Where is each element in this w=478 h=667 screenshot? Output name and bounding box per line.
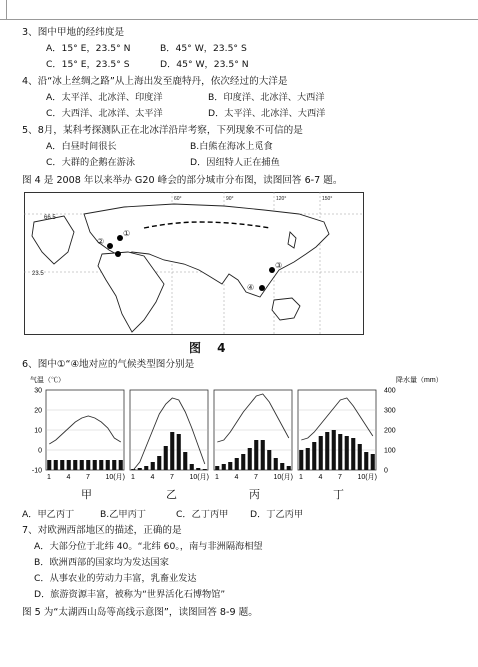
precip-bar [222,464,226,470]
month-tick-label: 4 [234,474,239,481]
q7-option-c: C．从事农业的劳动力丰富，乳畜业发达 [34,573,197,584]
precip-bar [358,444,362,470]
lon-label-90: 90° [226,196,234,202]
precip-tick-label: 200 [384,427,396,435]
precip-bar [287,466,291,470]
q6-option-a: A．甲乙丙丁 [22,509,75,520]
month-tick-label: 1 [215,474,219,481]
month-tick-label: 7 [170,474,174,481]
precip-axis-title: 降水量（mm） [396,377,443,384]
climate-chart-2 [130,390,209,481]
q4-option-b: B．印度洋、北冰洋、大西洋 [208,92,325,103]
precip-bar [144,466,148,470]
precip-bar [299,450,303,470]
precip-bar [241,454,245,470]
chart-label-bing: 丙 [249,488,260,501]
marker-3: ③ [275,261,283,270]
precip-tick-label: 100 [384,447,396,455]
precip-bar [170,432,174,470]
month-tick-label: 1 [47,474,51,481]
temp-tick-label: -10 [31,467,42,475]
q3-stem: 3、图中甲地的经纬度是 [22,27,125,38]
marker-4: ④ [247,283,255,292]
precip-tick-label: 300 [384,407,396,415]
precip-bar [73,460,77,470]
precip-bar [177,434,181,470]
q4-option-a: A．太平洋、北冰洋、印度洋 [46,92,163,103]
marker-1: ① [123,229,131,238]
climate-chart-4 [298,390,377,481]
q7-stem: 7、对欧洲西部地区的描述，正确的是 [22,525,182,536]
precip-bar [332,430,336,470]
precip-bar [351,438,355,470]
q7-option-a: A．大部分位于北纬 40。“北纬 60。，南与非洲隔海相望 [34,541,263,552]
precip-bar [280,463,284,470]
precip-bar [138,468,142,470]
temp-tick-label: 10 [34,427,42,435]
precip-tick-label: 0 [384,467,388,475]
q4-option-c: C．大西洋、北冰洋、太平洋 [46,108,163,119]
precip-bar [164,446,168,470]
figure4-caption: 图 4 [189,341,232,355]
precip-bar [325,432,329,470]
q5-option-c: C．大群的企鹅在游泳 [46,157,136,168]
lat-label-tropic: 23.5 [32,271,44,277]
q4-stem: 4、沿“冰上丝绸之路”从上海出发至鹿特丹，依次经过的大洋是 [22,76,288,87]
precip-bar [80,460,84,470]
q3-option-b: B．45° W，23.5° S [160,43,247,54]
temp-tick-label: 20 [34,407,42,415]
precip-bar [254,440,258,470]
precip-bar [228,462,232,470]
precip-bar [119,460,123,470]
climate-chart-1 [46,390,125,481]
precip-bar [306,448,310,470]
q6-option-d: D．丁乙丙甲 [250,509,304,520]
q6-option-c: C．乙丁丙甲 [176,509,229,520]
precip-bar [196,468,200,470]
climate-charts [0,372,478,507]
precip-bar [106,460,110,470]
precip-bar [235,458,239,470]
figure5-intro: 图 5 为“太湖西山岛等高线示意图”，读图回答 8-9 题。 [22,607,258,618]
precip-bar [47,460,51,470]
chart-label-yi: 乙 [166,488,177,501]
q3-option-a: A．15° E，23.5° N [46,43,131,54]
month-tick-label: 4 [66,474,71,481]
precip-bar [190,464,194,470]
chart-label-jia: 甲 [81,488,92,501]
precip-bar [93,460,97,470]
month-tick-label: 10(月) [105,474,125,481]
precip-bar [364,452,368,470]
temp-axis-title: 气温（℃） [30,377,65,384]
temp-tick-label: 30 [34,387,42,395]
precip-bar [215,466,219,470]
q3-option-c: C．15° E，23.5° S [46,59,130,70]
precip-bar [371,454,375,470]
lon-label-150: 150° [322,196,333,202]
precip-bar [67,460,71,470]
q6-option-b: B.乙甲丙丁 [100,509,146,520]
page-corner-mark [6,0,7,20]
precip-bar [274,458,278,470]
q3-option-d: D．45° W，23.5° N [160,59,249,70]
month-tick-label: 10(月) [357,474,377,481]
month-tick-label: 10(月) [189,474,209,481]
temp-tick-label: 0 [38,447,42,455]
precip-bar [345,436,349,470]
chart-label-ding: 丁 [333,488,344,501]
figure4-intro: 图 4 是 2008 年以来举办 G20 峰会的部分城市分布图，读图回答 6-7 题。 [22,175,343,186]
month-tick-label: 7 [338,474,342,481]
precip-bar [183,452,187,470]
month-tick-label: 7 [254,474,258,481]
month-tick-label: 1 [131,474,135,481]
q5-option-d: D．因纽特人正在捕鱼 [190,157,280,168]
precip-bar [151,462,155,470]
g20-world-map [24,192,364,335]
q6-stem: 6、图中①“④地对应的气候类型图分别是 [22,359,195,370]
precip-bar [86,460,90,470]
lon-label-60: 60° [174,196,182,202]
q5-option-b: B.白熊在海冰上觅食 [190,141,273,152]
header-rule [0,19,478,20]
precip-bar [267,450,271,470]
precip-bar [60,460,64,470]
lon-label-120: 120° [276,196,287,202]
q7-option-b: B．欧洲西部的国家均为发达国家 [34,557,169,568]
month-tick-label: 7 [86,474,90,481]
q5-option-a: A．白昼时间很长 [46,141,117,152]
month-tick-label: 4 [150,474,155,481]
precip-bar [319,436,323,470]
month-tick-label: 4 [318,474,323,481]
q7-option-d: D．旅游资源丰富，被称为“世界活化石博物馆” [34,589,226,600]
precip-bar [248,448,252,470]
precip-bar [112,460,116,470]
precip-bar [261,440,265,470]
month-tick-label: 1 [299,474,303,481]
q4-option-d: D．太平洋、北冰洋、大西洋 [208,108,326,119]
lat-label-arctic: 66.5 [44,215,56,221]
precip-bar [157,456,161,470]
precip-bar [54,460,58,470]
precip-bar [99,460,103,470]
precip-tick-label: 400 [384,387,396,395]
climate-chart-3 [214,390,293,481]
q5-stem: 5、8月，某科考探测队正在北冰洋沿岸考察，下列现象不可信的是 [22,125,303,136]
month-tick-label: 10(月) [273,474,293,481]
marker-2: ② [97,237,105,246]
precip-bar [338,434,342,470]
precip-bar [203,469,207,470]
precip-bar [312,442,316,470]
